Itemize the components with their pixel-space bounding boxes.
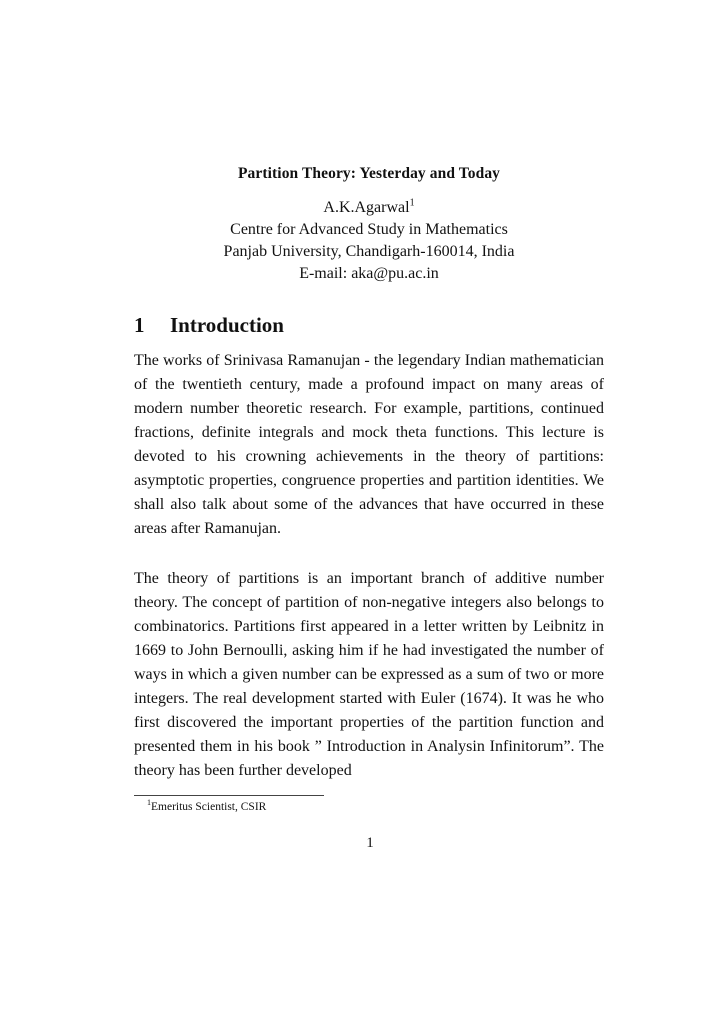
affiliation-line-2: Panjab University, Chandigarh-160014, India (223, 243, 515, 260)
footnote-divider (134, 795, 324, 796)
affiliation-line-1: Centre for Advanced Study in Mathematics (230, 221, 508, 238)
author-footnote-mark: 1 (409, 197, 415, 209)
footnote (147, 800, 266, 815)
section-heading (134, 311, 284, 339)
footnote-mark: 1 (147, 798, 151, 808)
footnote-text: Emeritus Scientist, CSIR (151, 801, 267, 813)
page-number: 1 (366, 835, 374, 851)
author-name (134, 197, 604, 219)
email-line: E-mail: aka@pu.ac.in (299, 265, 439, 282)
body-paragraph-2: The theory of partitions is an important branch of additive number theory. The concept of partition of non-negative integers also belongs to combinatorics. Partitions first appeared in a letter written by Leibnitz in 1669 to John Bernoulli, asking him if he had investigated the number of ways in which a given number can be expressed as a sum of two or more integers. The real development started with Euler (1674). It was he who first discovered the important properties of the partition function and presented them in his book ” Introduction in Analysin Infinitorum”. The theory has been further developed (134, 570, 604, 779)
author-name-text: A.K.Agarwal (323, 199, 410, 216)
section-title: Introduction (170, 313, 284, 337)
body-paragraph-1: The works of Srinivasa Ramanujan - the legendary Indian mathematician of the twentieth century, made a profound impact on many areas of modern number theoretic research. For example, partitions, continued fractions, definite integrals and mock theta functions. This lecture is devoted to his crowning achievements in the theory of partitions: asymptotic properties, congruence properties and partition identities. We shall also talk about some of the advances that have occurred in these areas after Ramanujan. (134, 352, 604, 537)
paper-title: Partition Theory: Yesterday and Today (237, 165, 501, 182)
section-number: 1 (134, 313, 145, 337)
title-block (134, 163, 604, 285)
